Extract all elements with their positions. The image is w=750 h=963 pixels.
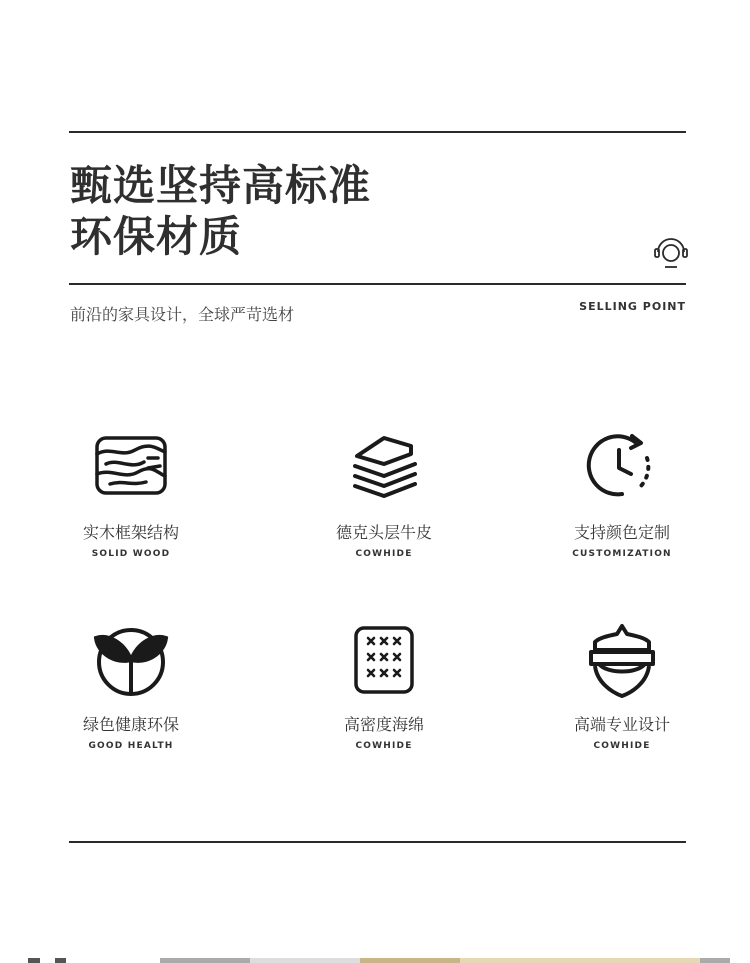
page-title	[70, 160, 371, 262]
selling-point-tag: SELLING POINT	[579, 300, 686, 313]
feature-subtitle: SOLID WOOD	[91, 549, 171, 559]
feature-subtitle: GOOD HEALTH	[88, 741, 174, 751]
sprout-icon	[86, 620, 176, 700]
feature-title: 德克头层牛皮	[335, 523, 432, 542]
subtitle: 前沿的家具设计，全球严苛选材	[70, 305, 295, 324]
title-line-1: 甄选坚持高标准	[70, 161, 372, 210]
top-divider	[69, 131, 686, 133]
feature-high-density-sponge	[284, 620, 484, 751]
feature-subtitle: CUSTOMIZATION	[572, 549, 672, 559]
feature-title: 高密度海绵	[343, 715, 424, 734]
bottom-divider	[69, 841, 686, 843]
feature-good-health	[31, 620, 231, 751]
feature-title: 高端专业设计	[573, 715, 670, 734]
shield-icon	[577, 620, 667, 700]
feature-title: 实木框架结构	[82, 523, 179, 542]
feature-title: 绿色健康环保	[82, 715, 179, 734]
feature-solid-wood	[31, 428, 231, 559]
customer-service-icon	[652, 232, 690, 272]
feature-cowhide	[284, 428, 484, 559]
feature-subtitle: COWHIDE	[593, 741, 651, 751]
feature-title: 支持颜色定制	[573, 523, 670, 542]
feature-customization	[522, 428, 722, 559]
clock-icon	[577, 428, 667, 508]
middle-divider	[69, 283, 686, 285]
feature-subtitle: COWHIDE	[355, 549, 413, 559]
next-section-edge	[0, 958, 750, 963]
feature-professional-design	[522, 620, 722, 751]
wood-grain-icon	[86, 428, 176, 508]
layers-icon	[339, 428, 429, 508]
feature-subtitle: COWHIDE	[355, 741, 413, 751]
title-line-2: 环保材质	[70, 212, 243, 261]
sponge-icon	[339, 620, 429, 700]
